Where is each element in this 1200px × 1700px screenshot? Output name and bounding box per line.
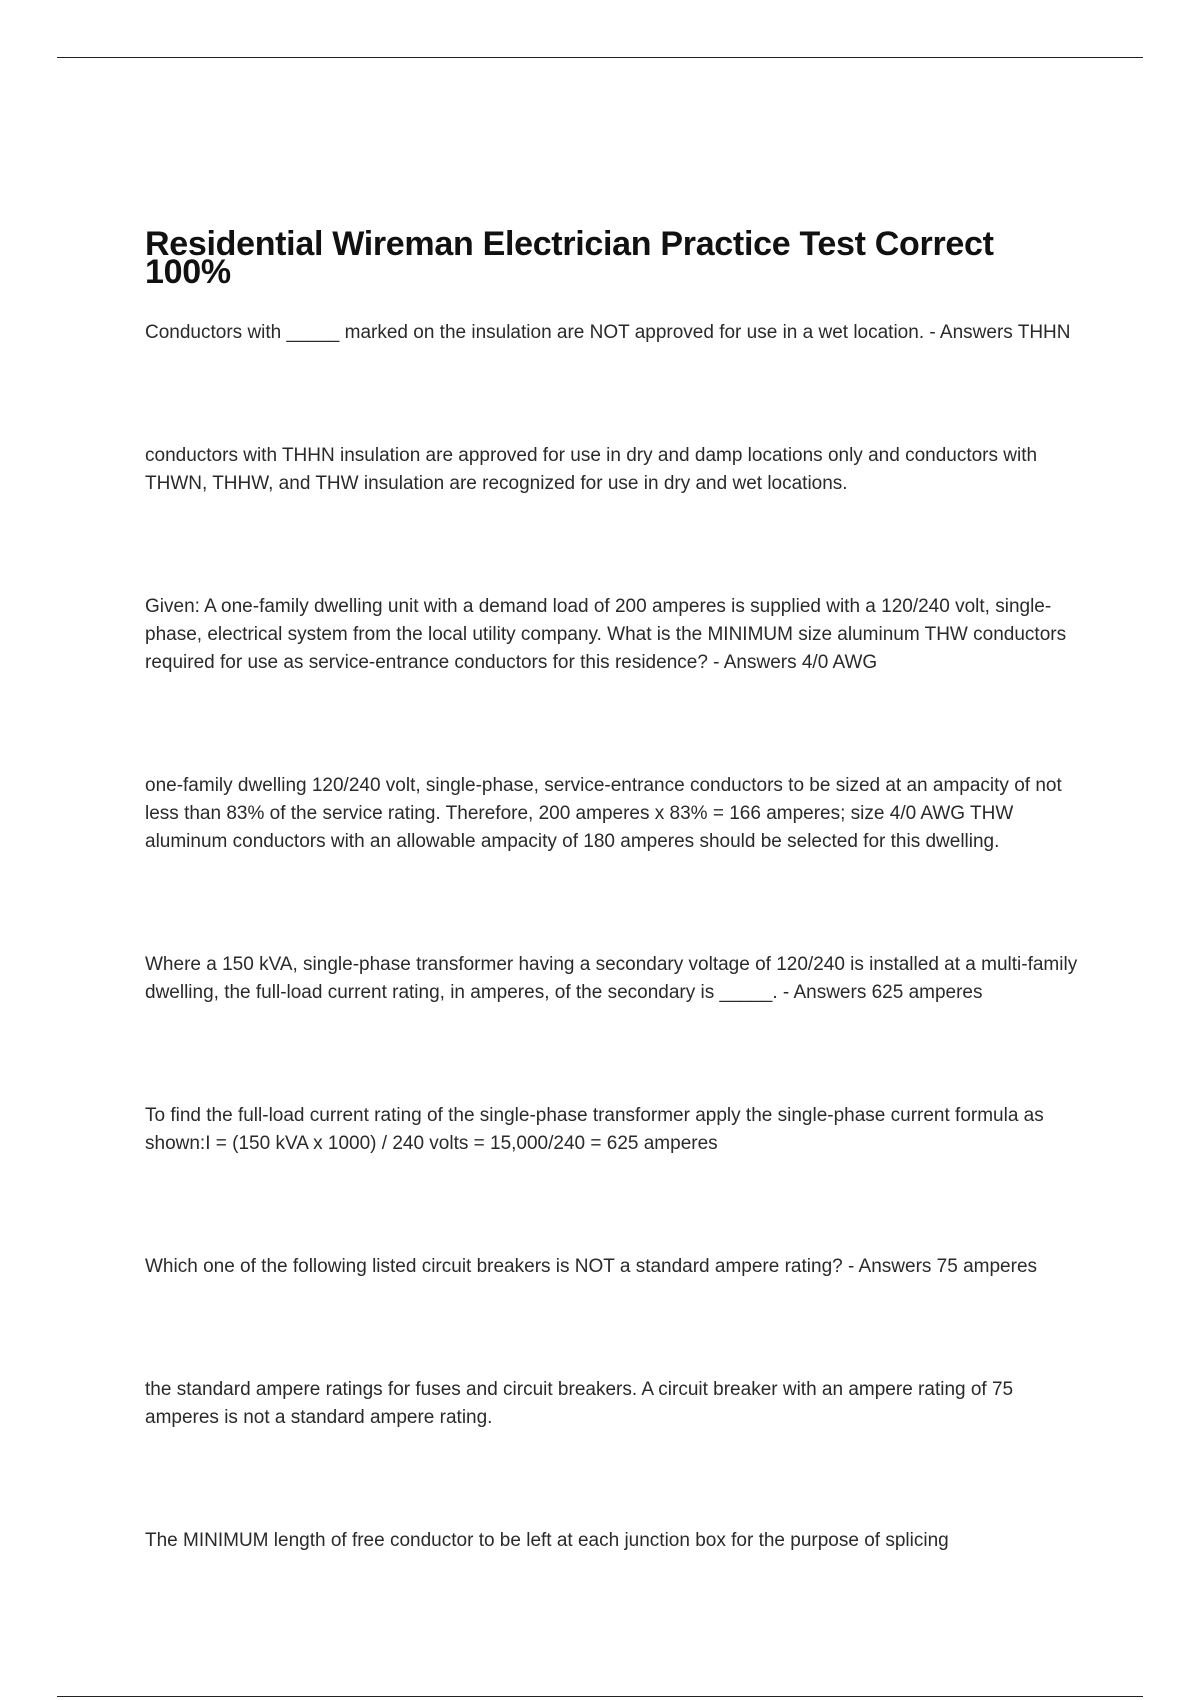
question-5: The MINIMUM length of free conductor to be left at each junction box for the purpose of splicing	[145, 1530, 949, 1551]
question-1: Conductors with _____ marked on the insulation are NOT approved for use in a wet location. - Answers THHN	[145, 322, 1071, 343]
document-body	[145, 225, 1085, 1555]
footer-rule	[57, 1696, 1143, 1697]
explanation-4: the standard ampere ratings for fuses and circuit breakers. A circuit breaker with an ampere rating of 75 amperes is not a standard ampere rating.	[145, 1379, 1014, 1428]
document-title: Residential Wireman Electrician Practice Test Correct 100%	[145, 225, 994, 291]
explanation-2: one-family dwelling 120/240 volt, single-phase, service-entrance conductors to be sized at an ampacity of not less than 83% of the service rating. Therefore, 200 amperes x 83% = 166 amperes; size 4/0 AWG THW aluminum conductors with an allowable ampacity of 180 amperes should be selected for this dwelling.	[145, 775, 1062, 852]
explanation-3: To find the full-load current rating of the single-phase transformer apply the single-phase current formula as shown:I = (150 kVA x 1000) / 240 volts = 15,000/240 = 625 amperes	[145, 1105, 1044, 1154]
question-3: Where a 150 kVA, single-phase transformer having a secondary voltage of 120/240 is installed at a multi-family dwelling, the full-load current rating, in amperes, of the secondary is _____. - Answers 625 amperes	[145, 954, 1078, 1003]
header-rule	[57, 57, 1143, 58]
qa-list	[145, 319, 1085, 1555]
question-2: Given: A one-family dwelling unit with a demand load of 200 amperes is supplied with a 120/240 volt, single-phase, electrical system from the local utility company. What is the MINIMUM size aluminum THW conductors required for use as service-entrance conductors for this residence? - Answers 4/0 AWG	[145, 596, 1067, 673]
question-4: Which one of the following listed circuit breakers is NOT a standard ampere rating? - Answers 75 amperes	[145, 1256, 1038, 1277]
explanation-1: conductors with THHN insulation are approved for use in dry and damp locations only and conductors with THWN, THHW, and THW insulation are recognized for use in dry and wet locations.	[145, 445, 1038, 494]
